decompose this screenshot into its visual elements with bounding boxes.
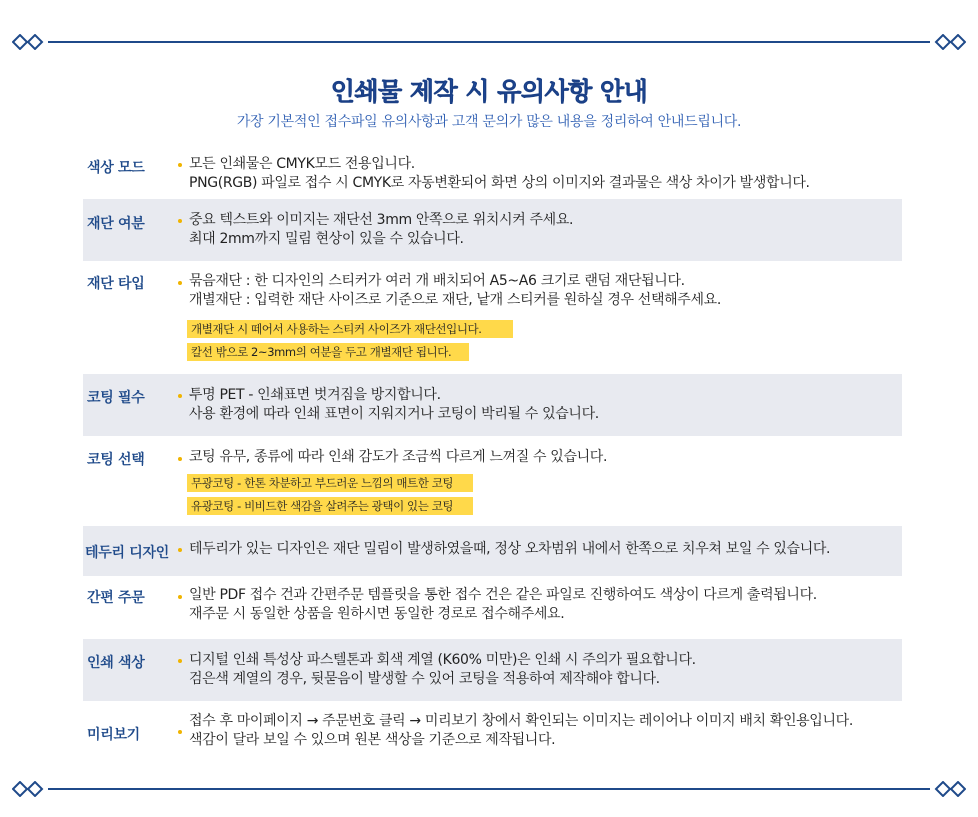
item-label: 재단 여분 — [87, 216, 145, 232]
double-diamond-icon — [930, 781, 966, 797]
item-text: 재주문 시 동일한 상품을 원하시면 동일한 경로로 접수해주세요. — [189, 606, 565, 622]
bottom-divider — [12, 781, 966, 797]
highlight-note: 칼선 밖으로 2~3mm의 여분을 두고 개별재단 됩니다. — [187, 343, 469, 361]
item-text: 코팅 유무, 종류에 따라 인쇄 감도가 조금씩 다르게 느껴질 수 있습니다. — [189, 449, 608, 465]
bullet-icon — [178, 219, 182, 223]
item-text: 중요 텍스트와 이미지는 재단선 3mm 안쪽으로 위치시켜 주세요. — [189, 212, 574, 228]
list-item — [83, 374, 902, 436]
item-text: 일반 PDF 접수 건과 간편주문 템플릿을 통한 접수 건은 같은 파일로 진행하여도 색상이 다르게 출력됩니다. — [189, 587, 817, 603]
item-text: 최대 2mm까지 밀림 현상이 있을 수 있습니다. — [189, 231, 464, 247]
item-text: 테두리가 있는 디자인은 재단 밀림이 발생하였을때, 정상 오차범위 내에서 한쪽으로 치우쳐 보일 수 있습니다. — [189, 541, 831, 557]
bullet-icon — [178, 394, 182, 398]
bullet-icon — [178, 281, 182, 285]
list-item — [83, 639, 902, 701]
item-text: 접수 후 마이페이지 → 주문번호 클릭 → 미리보기 창에서 확인되는 이미지는 레이어나 이미지 배치 확인용입니다. — [189, 713, 853, 729]
item-label: 인쇄 색상 — [87, 655, 145, 671]
bullet-icon — [178, 595, 182, 599]
item-label: 재단 타입 — [87, 276, 145, 292]
item-text: 묶음재단 : 한 디자인의 스티커가 여러 개 배치되어 A5~A6 크기로 랜덤 재단됩니다. — [189, 273, 685, 289]
bullet-icon — [178, 457, 182, 461]
item-text: 디지털 인쇄 특성상 파스텔톤과 회색 계열 (K60% 미만)은 인쇄 시 주의가 필요합니다. — [189, 652, 696, 668]
item-text: PNG(RGB) 파일로 접수 시 CMYK로 자동변환되어 화면 상의 이미지와 결과물은 색상 차이가 발생합니다. — [189, 175, 810, 191]
highlight-note: 개별재단 시 떼어서 사용하는 스티커 사이즈가 재단선입니다. — [187, 320, 513, 338]
item-label: 테두리 디자인 — [85, 545, 169, 561]
top-divider — [12, 34, 966, 50]
bullet-icon — [178, 548, 182, 552]
bullet-icon — [178, 730, 182, 734]
double-diamond-icon — [930, 34, 966, 50]
highlight-note: 유광코팅 - 비비드한 색감을 살려주는 광택이 있는 코팅 — [187, 497, 473, 515]
list-item — [83, 526, 902, 576]
list-item — [83, 263, 902, 371]
item-text: 색감이 달라 보일 수 있으며 원본 색상을 기준으로 제작됩니다. — [189, 732, 556, 748]
list-item — [83, 199, 902, 261]
bullet-icon — [178, 659, 182, 663]
item-text: 검은색 계열의 경우, 뒷묻음이 발생할 수 있어 코팅을 적용하여 제작해야 합니다. — [189, 671, 660, 687]
list-item — [83, 578, 902, 636]
item-label: 코팅 선택 — [87, 452, 145, 468]
item-label: 미리보기 — [87, 727, 140, 743]
list-item — [83, 703, 902, 765]
double-diamond-icon — [12, 34, 48, 50]
item-text: 사용 환경에 따라 인쇄 표면이 지워지거나 코팅이 박리될 수 있습니다. — [189, 406, 599, 422]
bullet-icon — [178, 163, 182, 167]
item-label: 코팅 필수 — [87, 390, 145, 406]
item-text: 모든 인쇄물은 CMYK모드 전용입니다. — [189, 156, 415, 172]
item-label: 색상 모드 — [87, 160, 145, 176]
page-title: 인쇄물 제작 시 유의사항 안내 — [330, 77, 648, 106]
item-label: 간편 주문 — [87, 590, 145, 606]
list-item — [83, 150, 902, 197]
highlight-note: 무광코팅 - 한톤 차분하고 부드러운 느낌의 매트한 코팅 — [187, 474, 473, 492]
list-item — [83, 438, 902, 524]
double-diamond-icon — [12, 781, 48, 797]
page-subtitle: 가장 기본적인 접수파일 유의사항과 고객 문의가 많은 내용을 정리하여 안내드립니다. — [236, 114, 742, 130]
item-text: 개별재단 : 입력한 재단 사이즈로 기준으로 재단, 낱개 스티커를 원하실 경우 선택해주세요. — [189, 292, 721, 308]
item-text: 투명 PET - 인쇄표면 벗겨짐을 방지합니다. — [189, 387, 441, 403]
